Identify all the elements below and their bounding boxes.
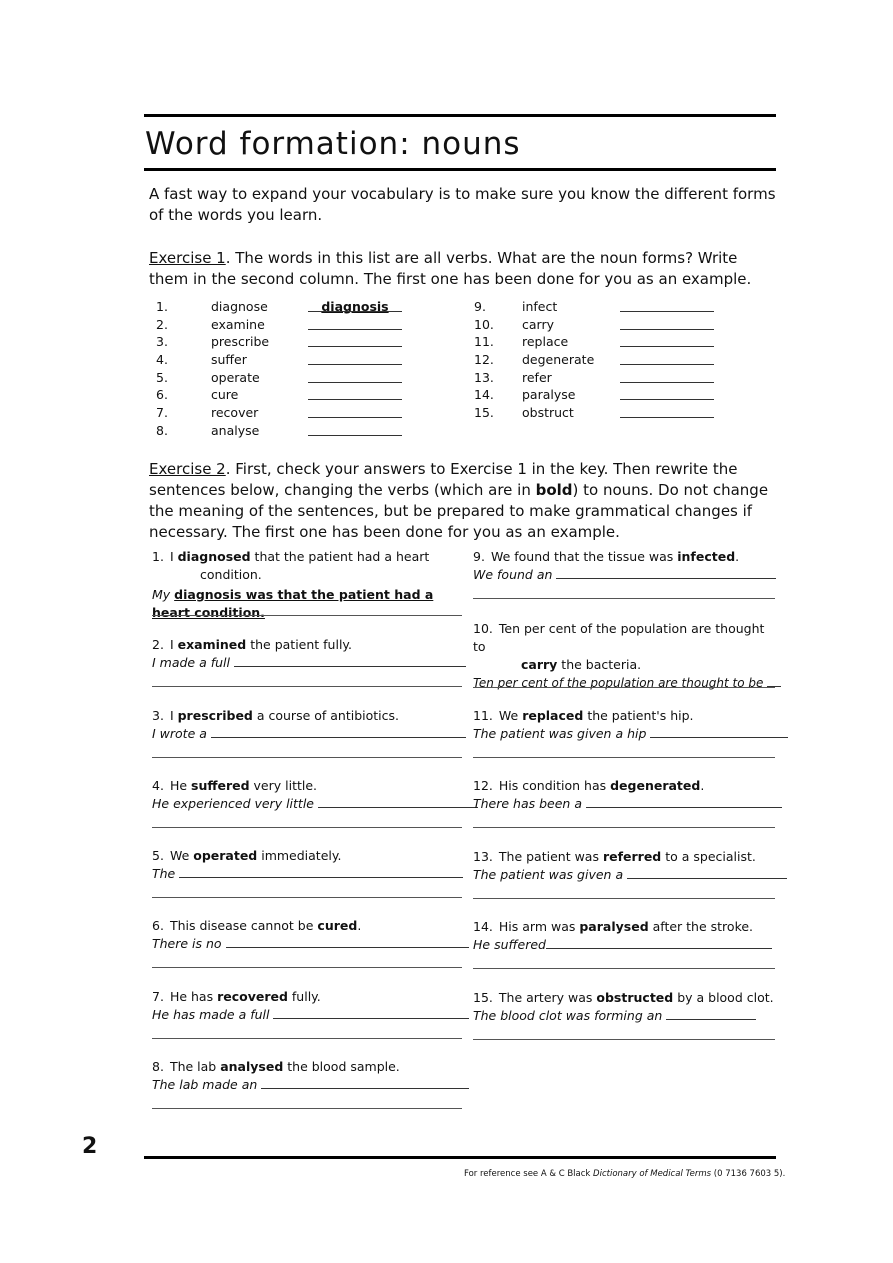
item-text-continued: condition. xyxy=(200,567,262,582)
exercise2-item-5 xyxy=(152,847,464,883)
item-text: . xyxy=(357,918,362,933)
answer-line[interactable] xyxy=(650,725,788,738)
item-question xyxy=(152,988,464,1006)
word-item xyxy=(156,404,416,422)
item-number: 3. xyxy=(152,708,164,723)
answer-blank[interactable] xyxy=(308,435,402,436)
item-text: The patient was xyxy=(498,849,603,864)
answer-blank[interactable] xyxy=(620,311,714,312)
exercise2-item-1 xyxy=(152,548,464,622)
item-verb: referred xyxy=(602,849,662,864)
item-question xyxy=(152,548,464,584)
answer-line[interactable] xyxy=(211,725,466,738)
footer-book-title: Dictionary of Medical Terms xyxy=(593,1169,712,1179)
answer-line[interactable] xyxy=(261,1076,469,1089)
item-answer xyxy=(473,936,776,954)
word-number: 9. xyxy=(474,299,486,314)
word-verb: replace xyxy=(522,334,569,350)
exercise1-instructions xyxy=(149,248,776,290)
answer-line[interactable] xyxy=(546,936,772,949)
footer-text: For reference see A & C Black xyxy=(464,1169,594,1179)
item-text: by a blood clot. xyxy=(673,990,774,1005)
answer-line[interactable] xyxy=(152,1038,462,1039)
word-verb: recover xyxy=(211,405,259,421)
word-number: 3. xyxy=(156,334,168,350)
item-prompt: We found an xyxy=(473,567,553,582)
answer-blank[interactable] xyxy=(620,364,714,365)
item-question xyxy=(152,707,464,725)
answer-line[interactable] xyxy=(473,687,775,688)
item-number: 9. xyxy=(473,549,485,564)
answer-blank[interactable] xyxy=(620,329,714,330)
item-answer xyxy=(152,935,464,953)
answer-line[interactable] xyxy=(234,654,466,667)
word-verb: obstruct xyxy=(522,405,574,421)
word-verb: refer xyxy=(522,369,552,385)
item-number: 6. xyxy=(152,918,164,933)
top-rule xyxy=(144,114,776,117)
word-number: 2. xyxy=(156,316,168,332)
word-item xyxy=(156,386,416,404)
item-question xyxy=(473,989,776,1007)
item-prompt: Ten per cent of the population are thought to be xyxy=(473,676,764,690)
item-number: 2. xyxy=(152,637,164,652)
answer-line[interactable] xyxy=(152,827,462,828)
item-text: the patient's hip. xyxy=(583,708,694,723)
title-underline-rule xyxy=(144,168,776,171)
exercise2-item-6 xyxy=(152,917,464,953)
item-text: the blood sample. xyxy=(283,1059,400,1074)
answer-blank[interactable] xyxy=(308,329,402,330)
item-text: fully. xyxy=(287,989,321,1004)
word-item xyxy=(156,316,416,334)
exercise2-instructions-text-b: ) to nouns. Do not change the meaning of the sentences, but be prepared to make grammatical changes if necessary. The first one has been done for you as an example. xyxy=(149,481,769,541)
item-text: The artery was xyxy=(498,990,597,1005)
answer-blank[interactable] xyxy=(308,417,402,418)
item-question xyxy=(152,1058,464,1076)
item-text: The lab xyxy=(169,1059,221,1074)
footer-rule xyxy=(144,1156,776,1159)
word-number: 5. xyxy=(156,369,168,385)
item-number: 4. xyxy=(152,778,164,793)
exercise2-item-15 xyxy=(473,989,776,1025)
item-answer xyxy=(152,795,464,813)
answer-line[interactable] xyxy=(318,795,478,808)
answer-line[interactable] xyxy=(152,686,462,687)
word-verb: prescribe xyxy=(211,334,270,350)
word-number: 1. xyxy=(156,299,168,314)
word-verb: suffer xyxy=(211,352,247,368)
answer-line[interactable] xyxy=(473,1039,775,1040)
word-item xyxy=(474,386,734,404)
footer-reference xyxy=(464,1169,785,1179)
item-number: 11. xyxy=(473,708,493,723)
exercise2-item-13 xyxy=(473,848,776,884)
item-prompt: He experienced very little xyxy=(152,796,314,811)
word-number: 6. xyxy=(156,387,168,403)
item-text: a course of antibiotics. xyxy=(252,708,400,723)
answer-blank[interactable] xyxy=(620,399,714,400)
word-item xyxy=(156,351,416,369)
answer-blank[interactable] xyxy=(308,382,402,383)
item-number: 13. xyxy=(473,849,493,864)
item-question xyxy=(473,848,776,866)
item-prompt: The lab made an xyxy=(152,1077,258,1092)
answer-line[interactable] xyxy=(556,566,776,579)
word-number: 4. xyxy=(156,352,168,368)
item-prompt: There has been a xyxy=(473,796,582,811)
answer-line[interactable] xyxy=(473,968,775,969)
answer-line[interactable] xyxy=(179,865,463,878)
item-question xyxy=(473,548,776,566)
answer-line[interactable] xyxy=(666,1007,756,1020)
exercise2-item-3 xyxy=(152,707,464,743)
item-example-answer: diagnosis was that the patient had a heart condition. xyxy=(152,587,434,620)
item-prompt: I wrote a xyxy=(152,726,207,741)
exercise2-item-12 xyxy=(473,777,776,813)
item-question xyxy=(152,777,464,795)
item-answer xyxy=(473,566,776,584)
item-number: 7. xyxy=(152,989,164,1004)
word-item xyxy=(156,298,416,316)
item-verb: diagnosed xyxy=(177,549,251,564)
word-answer: diagnosis xyxy=(321,299,389,314)
item-verb: suffered xyxy=(191,778,250,793)
item-answer xyxy=(152,865,464,883)
word-item xyxy=(156,369,416,387)
answer-line[interactable] xyxy=(152,1108,462,1109)
exercise2-label: Exercise 2 xyxy=(149,460,226,478)
answer-line[interactable] xyxy=(627,866,787,879)
item-number: 14. xyxy=(473,919,493,934)
item-text: I xyxy=(169,549,178,564)
answer-blank[interactable] xyxy=(308,311,402,312)
item-question xyxy=(152,636,464,654)
answer-line[interactable] xyxy=(473,598,775,599)
item-answer xyxy=(152,586,464,622)
intro-paragraph: A fast way to expand your vocabulary is to make sure you know the different forms of the words you learn. xyxy=(149,185,776,224)
item-number: 15. xyxy=(473,990,493,1005)
word-verb: carry xyxy=(522,316,554,332)
answer-blank[interactable] xyxy=(620,417,714,418)
word-verb: cure xyxy=(211,387,239,403)
answer-line[interactable] xyxy=(152,615,462,616)
word-number: 11. xyxy=(474,334,494,350)
item-answer xyxy=(473,866,776,884)
exercise1-instructions-text: . The words in this list are all verbs. What are the noun forms? Write them in the second column. The first one has been done for you as an example. xyxy=(149,249,752,288)
word-verb: examine xyxy=(211,316,265,332)
item-answer xyxy=(473,725,776,743)
answer-line[interactable] xyxy=(152,757,462,758)
exercise2-instructions xyxy=(149,459,776,543)
answer-line[interactable] xyxy=(586,795,782,808)
item-answer xyxy=(473,674,776,692)
item-verb: degenerated xyxy=(610,778,701,793)
word-verb: degenerate xyxy=(522,352,595,368)
word-number: 12. xyxy=(474,352,494,368)
item-question xyxy=(152,847,464,865)
item-question xyxy=(473,620,776,674)
item-text: This disease cannot be xyxy=(169,918,318,933)
item-verb: paralysed xyxy=(579,919,649,934)
exercise2-item-4 xyxy=(152,777,464,813)
answer-blank[interactable] xyxy=(308,399,402,400)
item-number: 12. xyxy=(473,778,493,793)
item-question xyxy=(152,917,464,935)
answer-line[interactable] xyxy=(767,674,781,687)
word-number: 15. xyxy=(474,405,494,421)
item-verb: recovered xyxy=(217,989,288,1004)
answer-line[interactable] xyxy=(473,898,775,899)
word-item xyxy=(474,298,734,316)
exercise1-word-list-col2 xyxy=(474,298,734,422)
item-text: immediately. xyxy=(257,848,342,863)
exercise2-instructions-bold: bold xyxy=(535,481,573,499)
exercise1-label: Exercise 1 xyxy=(149,249,226,267)
item-text: He has xyxy=(169,989,218,1004)
item-prompt: The xyxy=(152,866,176,881)
item-text: We xyxy=(169,848,194,863)
item-prompt: He suffered xyxy=(473,937,546,952)
item-number: 8. xyxy=(152,1059,164,1074)
page-title: Word formation: nouns xyxy=(145,126,521,162)
word-verb: infect xyxy=(522,299,558,314)
item-text: that the patient had a heart xyxy=(250,549,430,564)
exercise1-word-list-col1 xyxy=(156,298,416,440)
exercise2-item-8 xyxy=(152,1058,464,1094)
exercise2-item-9 xyxy=(473,548,776,584)
footer-text: (0 7136 7603 5). xyxy=(711,1169,786,1179)
item-answer xyxy=(152,1006,464,1024)
answer-blank[interactable] xyxy=(308,364,402,365)
exercise2-item-11 xyxy=(473,707,776,743)
answer-line[interactable] xyxy=(152,897,462,898)
item-question xyxy=(473,707,776,725)
item-text: . xyxy=(700,778,705,793)
item-text: the patient fully. xyxy=(246,637,353,652)
item-verb: infected xyxy=(677,549,736,564)
word-number: 10. xyxy=(474,316,494,332)
item-text: the bacteria. xyxy=(557,657,642,672)
item-text: after the stroke. xyxy=(648,919,754,934)
answer-blank[interactable] xyxy=(308,346,402,347)
item-verb: analysed xyxy=(220,1059,284,1074)
word-number: 13. xyxy=(474,369,494,385)
item-answer xyxy=(152,1076,464,1094)
answer-blank[interactable] xyxy=(620,346,714,347)
item-verb: replaced xyxy=(522,708,584,723)
item-text: I xyxy=(169,708,178,723)
item-text: to a specialist. xyxy=(661,849,756,864)
item-prompt: There is no xyxy=(152,936,222,951)
item-number: 1. xyxy=(152,549,164,564)
answer-blank[interactable] xyxy=(620,382,714,383)
answer-line[interactable] xyxy=(473,827,775,828)
item-number: 5. xyxy=(152,848,164,863)
exercise2-item-7 xyxy=(152,988,464,1024)
answer-line[interactable] xyxy=(152,967,462,968)
item-prompt: The patient was given a hip xyxy=(473,726,647,741)
item-text: . xyxy=(735,549,740,564)
word-verb: analyse xyxy=(211,422,260,438)
item-question xyxy=(473,918,776,936)
item-text: Ten per cent of the population are thought to xyxy=(473,621,765,654)
item-text: His condition has xyxy=(498,778,611,793)
item-prompt: The blood clot was forming an xyxy=(473,1008,663,1023)
answer-line[interactable] xyxy=(226,935,469,948)
item-answer xyxy=(473,795,776,813)
item-prompt: He has made a full xyxy=(152,1007,270,1022)
item-question xyxy=(473,777,776,795)
item-verb: carry xyxy=(521,657,558,672)
exercise2-item-14 xyxy=(473,918,776,954)
item-text: His arm was xyxy=(498,919,580,934)
item-text: We found that the tissue was xyxy=(490,549,678,564)
item-prompt: I made a full xyxy=(152,655,230,670)
item-text: I xyxy=(169,637,178,652)
item-answer xyxy=(152,654,464,672)
word-verb: diagnose xyxy=(211,299,268,314)
item-verb: operated xyxy=(193,848,258,863)
item-text: We xyxy=(498,708,523,723)
item-verb: examined xyxy=(177,637,247,652)
item-text: He xyxy=(169,778,192,793)
word-item xyxy=(474,404,734,422)
word-item xyxy=(156,333,416,351)
item-answer xyxy=(473,1007,776,1025)
exercise2-item-2 xyxy=(152,636,464,672)
item-number: 10. xyxy=(473,621,493,636)
answer-line[interactable] xyxy=(473,757,775,758)
exercise2-item-10 xyxy=(473,620,776,692)
word-number: 14. xyxy=(474,387,494,403)
answer-line[interactable] xyxy=(273,1006,469,1019)
word-item xyxy=(474,351,734,369)
word-verb: paralyse xyxy=(522,387,576,403)
word-verb: operate xyxy=(211,369,260,385)
word-item xyxy=(474,333,734,351)
word-number: 7. xyxy=(156,405,168,421)
item-answer xyxy=(152,725,464,743)
exercise2-instructions-text-a: . First, check your answers to Exercise 1 in the key. Then rewrite the sentences below, changing the verbs (which are in xyxy=(149,460,738,499)
word-item xyxy=(474,369,734,387)
item-verb: prescribed xyxy=(177,708,253,723)
page-number: 2 xyxy=(82,1134,98,1159)
item-verb: cured xyxy=(317,918,358,933)
word-item xyxy=(474,316,734,334)
item-prompt: My xyxy=(152,587,175,602)
word-number: 8. xyxy=(156,422,168,438)
item-prompt: The patient was given a xyxy=(473,867,624,882)
item-verb: obstructed xyxy=(596,990,674,1005)
word-item xyxy=(156,422,416,440)
item-text: very little. xyxy=(249,778,318,793)
